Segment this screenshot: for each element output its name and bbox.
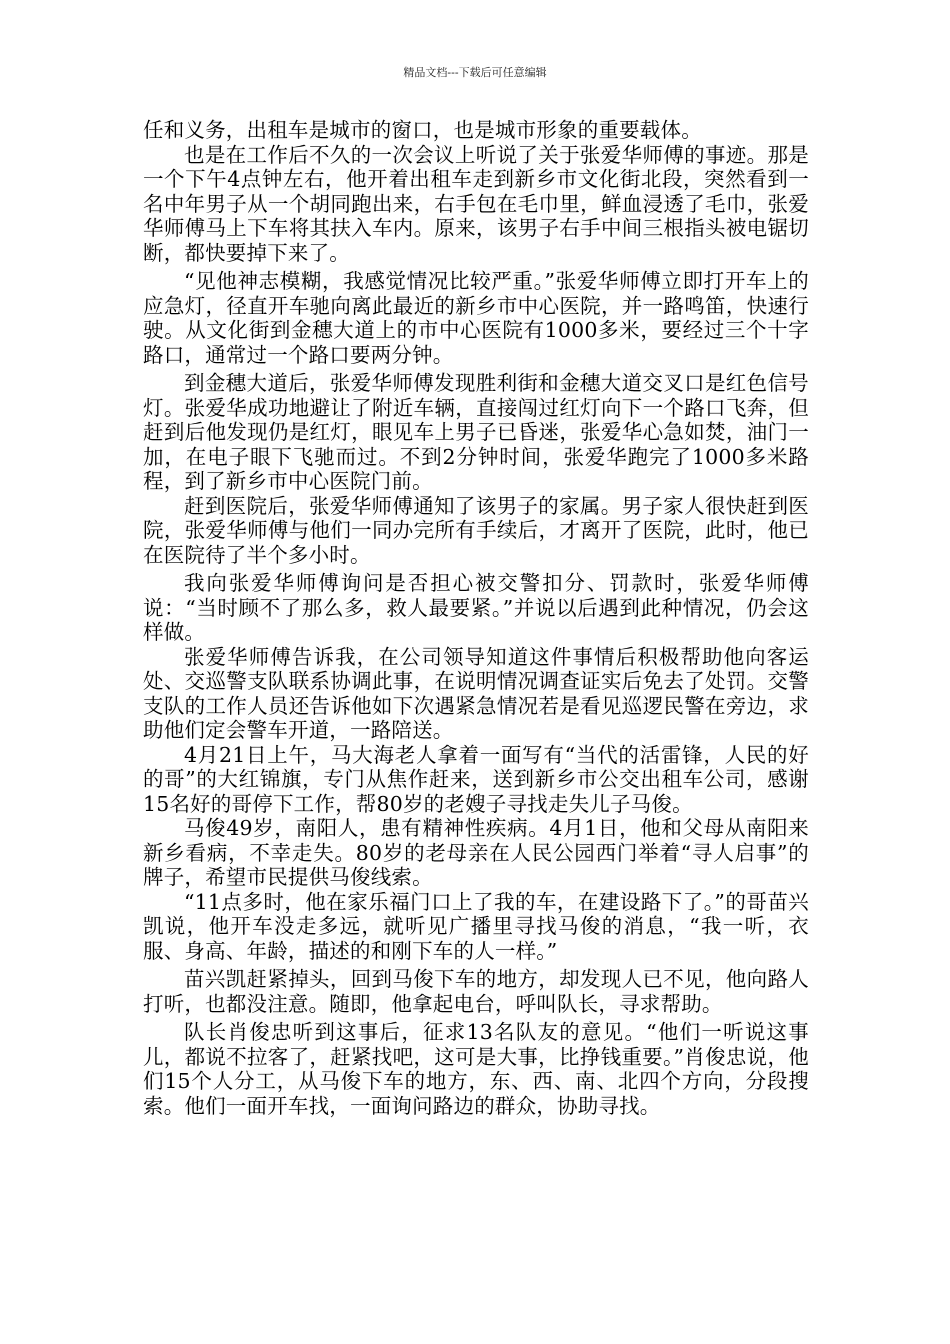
paragraph-continuation: 任和义务，出租车是城市的窗口，也是城市形象的重要载体。 xyxy=(143,118,702,142)
paragraph: 4月21日上午，马大海老人拿着一面写有“当代的活雷锋，人民的好的哥”的大红锦旗，专门从焦作赶来，送到新乡市公交出租车公司，感谢15名好的哥停下工作，帮80岁的老嫂子寻找走失儿子马俊。 xyxy=(143,742,809,816)
article-body xyxy=(143,118,809,1118)
paragraph: 队长肖俊忠听到这事后，征求13名队友的意见。“他们一听说这事儿，都说不拉客了，赶紧找吧，这可是大事，比挣钱重要。”肖俊忠说，他们15个人分工，从马俊下车的地方，东、西、南、北四个方向，分段搜索。他们一面开车找，一面询问路边的群众，协助寻找。 xyxy=(143,1020,809,1118)
paragraph: 也是在工作后不久的一次会议上听说了关于张爱华师傅的事迹。那是一个下午4点钟左右，他开着出租车走到新乡市文化街北段，突然看到一名中年男子从一个胡同跑出来，右手包在毛巾里，鲜血浸透了毛巾，张爱华师傅马上下车将其扶入车内。原来，该男子右手中间三根指头被电锯切断，都快要掉下来了。 xyxy=(143,142,809,265)
paragraph: 赶到医院后，张爱华师傅通知了该男子的家属。男子家人很快赶到医院，张爱华师傅与他们一同办完所有手续后，才离开了医院，此时，他已在医院待了半个多小时。 xyxy=(143,493,809,567)
paragraph: 马俊49岁，南阳人，患有精神性疾病。4月1日，他和父母从南阳来新乡看病，不幸走失。80岁的老母亲在人民公园西门举着“寻人启事”的牌子，希望市民提供马俊线索。 xyxy=(143,816,809,889)
paragraph: “见他神志模糊，我感觉情况比较严重。”张爱华师傅立即打开车上的应急灯，径直开车驰向离此最近的新乡市中心医院，并一路鸣笛，快速行驶。从文化街到金穗大道上的市中心医院有1000多米，要经过三个十字路口，通常过一个路口要两分钟。 xyxy=(143,269,809,367)
paragraph: 苗兴凯赶紧掉头，回到马俊下车的地方，却发现人已不见，他向路人打听，也都没注意。随即，他拿起电台，呼叫队长，寻求帮助。 xyxy=(143,967,809,1016)
page-header: 精品文档---下载后可任意编辑 xyxy=(403,66,547,79)
paragraph: “11点多时，他在家乐福门口上了我的车，在建设路下了。”的哥苗兴凯说，他开车没走多远，就听见广播里寻找马俊的消息，“我一听，衣服、身高、年龄，描述的和刚下车的人一样。” xyxy=(143,889,809,963)
paragraph: 到金穗大道后，张爱华师傅发现胜利街和金穗大道交叉口是红色信号灯。张爱华成功地避让了附近车辆，直接闯过红灯向下一个路口飞奔，但赶到后他发现仍是红灯，眼见车上男子已昏迷，张爱华心急如焚，油门一加，在电子眼下飞驰而过。不到2分钟时间，张爱华跑完了1000多米路程，到了新乡市中心医院门前。 xyxy=(143,371,809,493)
paragraph: 我向张爱华师傅询问是否担心被交警扣分、罚款时，张爱华师傅说：“当时顾不了那么多，救人最要紧。”并说以后遇到此种情况，仍会这样做。 xyxy=(143,571,809,644)
paragraph: 张爱华师傅告诉我，在公司领导知道这件事情后积极帮助他向客运处、交巡警支队联系协调此事，在说明情况调查证实后免去了处罚。交警支队的工作人员还告诉他如下次遇紧急情况若是看见巡逻民警在旁边，求助他们定会警车开道，一路陪送。 xyxy=(143,644,809,742)
